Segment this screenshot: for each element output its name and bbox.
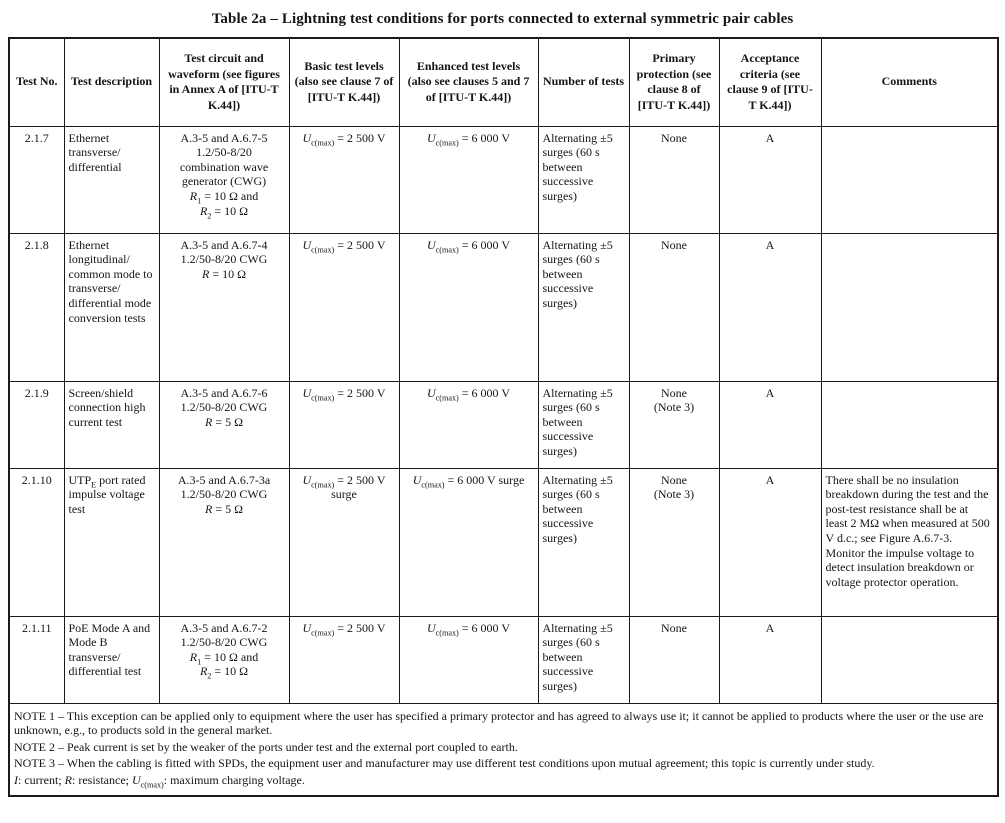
cell-acceptance: A (719, 381, 821, 468)
cell-test-circuit: A.3-5 and A.6.7-2 1.2/50-8/20 CWG $R_1 = 10$ Ω and $R_2 = 10$ Ω (159, 616, 289, 703)
cell-test-no: 2.1.8 (9, 233, 64, 381)
cell-acceptance: A (719, 468, 821, 616)
cell-test-description: Ethernet transverse/ differential (64, 126, 159, 233)
cell-test-circuit: A.3-5 and A.6.7-3a 1.2/50-8/20 CWG R = 5 Ω (159, 468, 289, 616)
header-row (9, 38, 998, 126)
cell-test-circuit: A.3-5 and A.6.7-4 1.2/50-8/20 CWG R = 10 Ω (159, 233, 289, 381)
cell-enhanced-level: $U_{c(max)} = 6$ 000 V (399, 381, 538, 468)
col-header-primary-protection: Primary protection (see clause 8 of [ITU-T K.44]) (629, 38, 719, 126)
cell-test-circuit: A.3-5 and A.6.7-5 1.2/50-8/20 combination wave generator (CWG) $R_1 = 10$ Ω and $R_2 = 10$ Ω (159, 126, 289, 233)
col-header-test-no: Test No. (9, 38, 64, 126)
cell-test-description: Screen/shield connection high current test (64, 381, 159, 468)
cell-comments (821, 126, 998, 233)
note-1: NOTE 1 – This exception can be applied only to equipment where the user has specified a primary protector and has agreed to always use it; it cannot be applied to products where the user or the use are unknown, e.g., to products sold in the general market. (14, 708, 984, 738)
cell-acceptance: A (719, 616, 821, 703)
cell-primary-protection: None (629, 233, 719, 381)
cell-basic-level: $U_{c(max)} = 2$ 500 V (289, 381, 399, 468)
cell-comments (821, 233, 998, 381)
cell-test-circuit: A.3-5 and A.6.7-6 1.2/50-8/20 CWG R = 5 Ω (159, 381, 289, 468)
table-row-2-1-10 (9, 468, 998, 616)
col-header-test-circuit: Test circuit and waveform (see figures in Annex A of [ITU-T K.44]) (159, 38, 289, 126)
col-header-comments: Comments (821, 38, 998, 126)
cell-comments: There shall be no insulation breakdown during the test and the post-test resistance shall be at least 2 MΩ when measured at 500 V d.c.; see Figure A.6.7-3. Monitor the impulse voltage to detect insulation breakdown or voltage protector operation. (821, 468, 998, 616)
notes-row (9, 703, 998, 796)
cell-primary-protection: None (Note 3) (629, 468, 719, 616)
col-header-number-of-tests: Number of tests (538, 38, 629, 126)
cell-test-no: 2.1.10 (9, 468, 64, 616)
cell-comments (821, 616, 998, 703)
cell-acceptance: A (719, 233, 821, 381)
lightning-test-conditions-table (8, 37, 999, 797)
col-header-test-description: Test description (64, 38, 159, 126)
table-row-2-1-7 (9, 126, 998, 233)
cell-test-no: 2.1.9 (9, 381, 64, 468)
cell-test-description: $UTP_E$ port rated impulse voltage test (64, 468, 159, 616)
cell-test-no: 2.1.7 (9, 126, 64, 233)
cell-enhanced-level: $U_{c(max)} = 6$ 000 V (399, 616, 538, 703)
table-title: Table 2a – Lightning test conditions for ports connected to external symmetric pair cables (211, 11, 794, 27)
cell-number-of-tests: Alternating ±5 surges (60 s between successive surges) (538, 126, 629, 233)
cell-acceptance: A (719, 126, 821, 233)
table-row-2-1-9 (9, 381, 998, 468)
cell-enhanced-level: $U_{c(max)} = 6$ 000 V (399, 233, 538, 381)
cell-primary-protection: None (629, 126, 719, 233)
note-3: NOTE 3 – When the cabling is fitted with SPDs, the equipment user and manufacturer may use different test conditions upon mutual agreement; this topic is currently under study. (14, 756, 875, 771)
cell-basic-level: $U_{c(max)} = 2$ 500 V (289, 616, 399, 703)
cell-comments (821, 381, 998, 468)
cell-number-of-tests: Alternating ±5 surges (60 s between successive surges) (538, 233, 629, 381)
cell-primary-protection: None (629, 616, 719, 703)
cell-number-of-tests: Alternating ±5 surges (60 s between successive surges) (538, 616, 629, 703)
cell-basic-level: $U_{c(max)} = 2$ 500 V surge (289, 468, 399, 616)
col-header-acceptance-criteria: Acceptance criteria (see clause 9 of [ITU-T K.44]) (719, 38, 821, 126)
cell-number-of-tests: Alternating ±5 surges (60 s between successive surges) (538, 381, 629, 468)
cell-test-description: PoE Mode A and Mode B transverse/ differential test (64, 616, 159, 703)
notes-cell (9, 703, 998, 796)
cell-test-no: 2.1.11 (9, 616, 64, 703)
cell-enhanced-level: $U_{c(max)} = 6$ 000 V surge (399, 468, 538, 616)
cell-basic-level: $U_{c(max)} = 2$ 500 V (289, 233, 399, 381)
col-header-basic-levels: Basic test levels (also see clause 7 of [ITU-T K.44]) (289, 38, 399, 126)
cell-number-of-tests: Alternating ±5 surges (60 s between successive surges) (538, 468, 629, 616)
table-row-2-1-8 (9, 233, 998, 381)
cell-basic-level: $U_{c(max)} = 2$ 500 V (289, 126, 399, 233)
cell-test-description: Ethernet longitudinal/ common mode to transverse/ differential mode conversion tests (64, 233, 159, 381)
cell-enhanced-level: $U_{c(max)} = 6$ 000 V (399, 126, 538, 233)
cell-primary-protection: None (Note 3) (629, 381, 719, 468)
col-header-enhanced-levels: Enhanced test levels (also see clauses 5 and 7 of [ITU-T K.44]) (399, 38, 538, 126)
table-row-2-1-11 (9, 616, 998, 703)
note-2: NOTE 2 – Peak current is set by the weaker of the ports under test and the external port coupled to earth. (14, 739, 518, 754)
legend: I: current; R: resistance; $U_{c(max)}$: maximum charging voltage. (14, 773, 305, 790)
